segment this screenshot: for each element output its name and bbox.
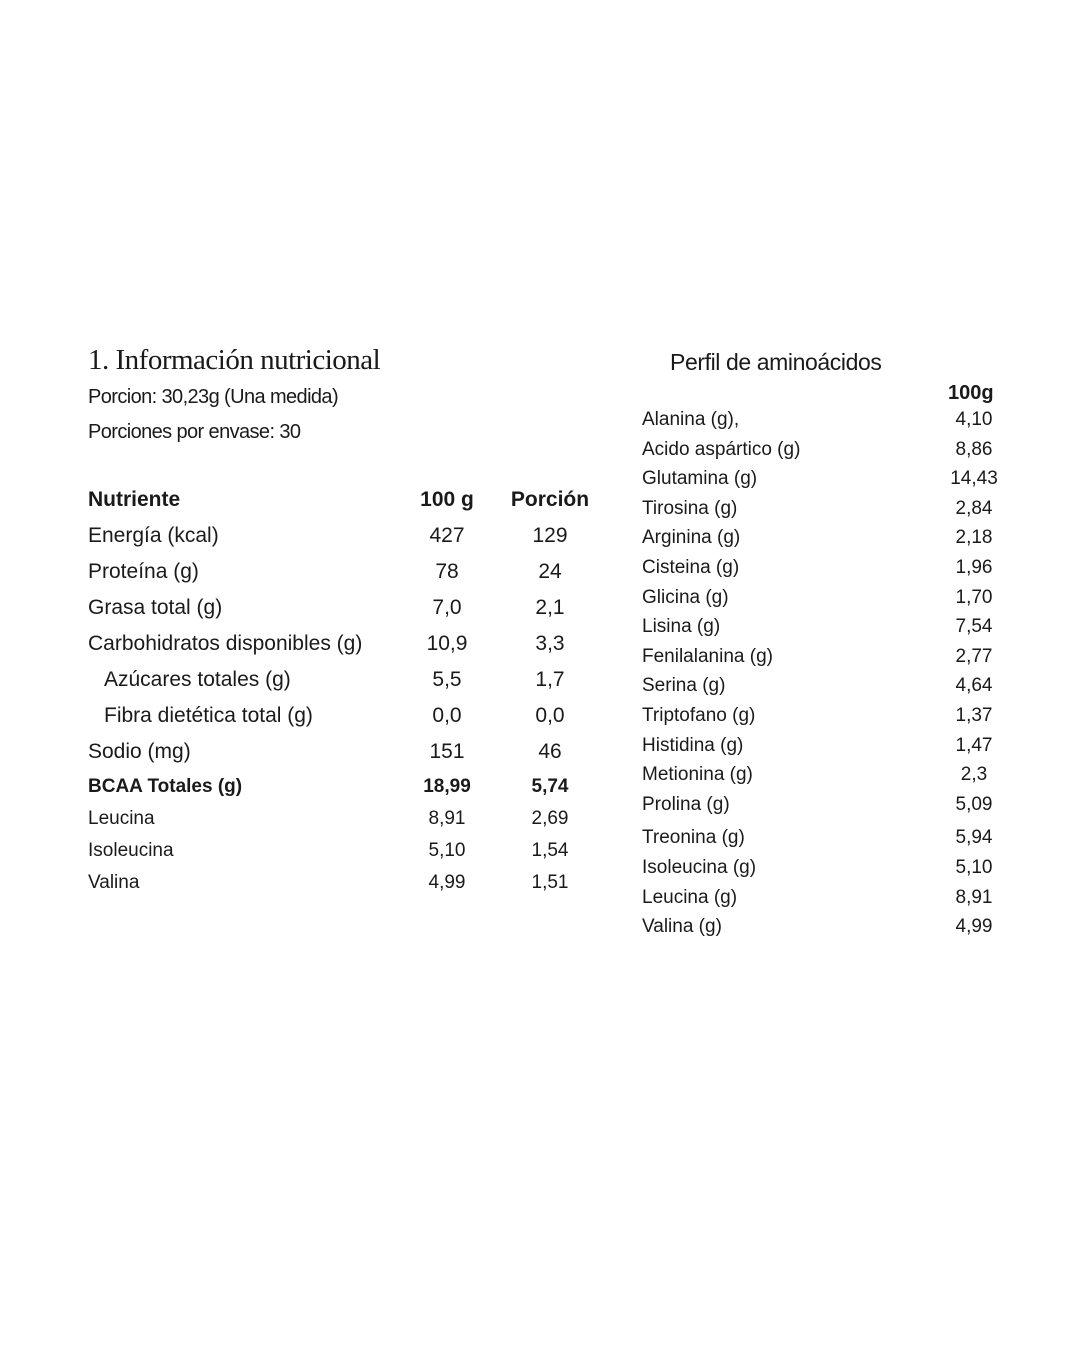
amino-name: Valina (g): [642, 916, 722, 938]
nutrient-name: Proteína (g): [88, 560, 199, 583]
table-row: Proteína (g) 78 24: [88, 560, 562, 583]
amino-name: Glicina (g): [642, 586, 729, 608]
list-item: Lisina (g) 7,54: [642, 616, 993, 638]
list-item: Cisteina (g) 1,96: [642, 556, 993, 578]
amino-name: Isoleucina (g): [642, 856, 757, 878]
amino-name: Prolina (g): [642, 793, 730, 815]
table-row: BCAA Totales (g) 18,99 5,74: [88, 776, 569, 797]
amino-name: Treonina (g): [642, 827, 745, 849]
amino-name: Acido aspártico (g): [642, 438, 801, 460]
list-item: Arginina (g) 2,18: [642, 527, 993, 549]
table-row: Isoleucina 5,10 1,54: [88, 840, 569, 861]
nutrient-name: Azúcares totales (g): [104, 668, 291, 691]
table-row: Grasa total (g) 7,0 2,1: [88, 596, 565, 619]
amino-name: Metionina (g): [642, 764, 753, 786]
nutrition-title: 1. Información nutricional: [88, 344, 381, 376]
amino-name: Tirosina (g): [642, 497, 738, 519]
amino-name: Histidina (g): [642, 734, 744, 756]
amino-name: Cisteina (g): [642, 556, 740, 578]
table-row: Fibra dietética total (g) 0,0 0,0: [104, 704, 565, 727]
amino-name: Glutamina (g): [642, 468, 758, 490]
amino-name: Arginina (g): [642, 527, 741, 549]
nutrient-name: Energía (kcal): [88, 524, 219, 547]
list-item: Histidina (g) 1,47: [642, 734, 993, 756]
table-row: Energía (kcal) 427 129: [88, 524, 568, 547]
header-nutrient: Nutriente: [88, 488, 181, 511]
list-item: Glicina (g) 1,70: [642, 586, 993, 608]
list-item: Leucina (g) 8,91: [642, 886, 993, 908]
list-item: Isoleucina (g) 5,10: [642, 856, 993, 878]
amino-name: Alanina (g),: [642, 409, 740, 430]
nutrient-name: Leucina: [88, 808, 155, 829]
nutrient-name: Fibra dietética total (g): [104, 704, 313, 727]
table-row: Azúcares totales (g) 5,5 1,7: [104, 668, 565, 691]
nutrient-name: Grasa total (g): [88, 596, 223, 619]
list-item: Valina (g) 4,99: [642, 916, 993, 938]
nutrient-name: Valina: [88, 872, 140, 893]
list-item: Prolina (g) 5,09: [642, 793, 993, 815]
amino-name: Serina (g): [642, 675, 726, 697]
amino-title: Perfil de aminoácidos: [670, 349, 882, 375]
list-item: Fenilalanina (g) 2,77: [642, 645, 993, 667]
list-item: Acido aspártico (g) 8,86: [642, 438, 993, 460]
table-row: Valina 4,99 1,51: [88, 872, 569, 893]
amino-table: [642, 409, 1002, 946]
nutrition-table-header: Nutriente 100 g Porción: [88, 488, 590, 511]
list-item: Tirosina (g) 2,84: [642, 497, 993, 519]
list-item: Glutamina (g) 14,43: [642, 468, 998, 490]
amino-name: Leucina (g): [642, 886, 738, 908]
amino-name: Lisina (g): [642, 616, 721, 638]
table-row: Carbohidratos disponibles (g) 10,9 3,3: [88, 632, 565, 655]
nutrient-name: BCAA Totales (g): [88, 776, 243, 797]
list-item: Serina (g) 4,64: [642, 675, 993, 697]
amino-name: Fenilalanina (g): [642, 645, 773, 667]
serving-size: Porcion: 30,23g (Una medida): [88, 386, 339, 408]
list-item: Alanina (g), 4,10: [642, 409, 993, 430]
nutrient-name: Sodio (mg): [88, 740, 191, 763]
nutrient-name: Isoleucina: [88, 840, 174, 861]
nutrition-table: [88, 488, 608, 904]
servings-per-container: Porciones por envase: 30: [88, 421, 301, 443]
list-item: Triptofano (g) 1,37: [642, 704, 993, 726]
list-item: Metionina (g) 2,3: [642, 764, 988, 786]
amino-header-100g: 100g: [948, 382, 994, 404]
table-row: Sodio (mg) 151 46: [88, 740, 562, 763]
list-item: Treonina (g) 5,94: [642, 827, 993, 849]
nutrient-name: Carbohidratos disponibles (g): [88, 632, 363, 655]
amino-name: Triptofano (g): [642, 704, 756, 726]
table-row: Leucina 8,91 2,69: [88, 808, 569, 829]
